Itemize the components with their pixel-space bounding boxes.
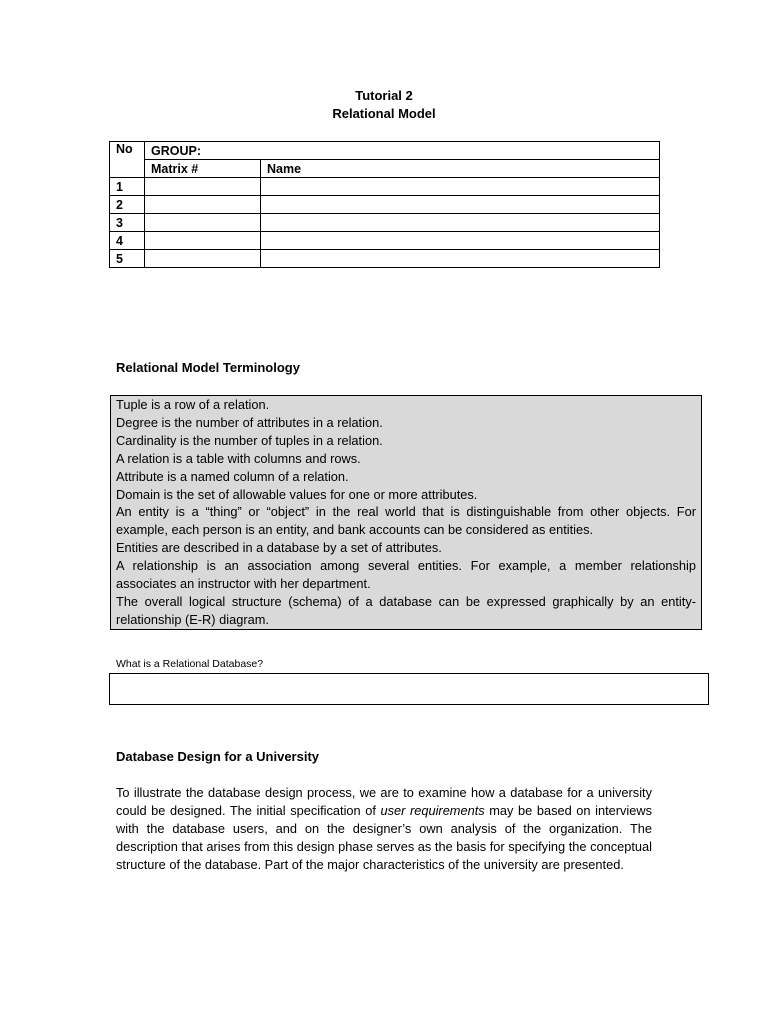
- question-label: What is a Relational Database?: [116, 658, 264, 670]
- name-cell[interactable]: [261, 178, 660, 196]
- answer-field[interactable]: [109, 673, 709, 705]
- term-line: Cardinality is the number of tuples in a relation.: [116, 432, 383, 448]
- table-row: [110, 196, 660, 214]
- group-members-table: [109, 141, 660, 268]
- matrix-cell[interactable]: [145, 232, 261, 250]
- group-header: GROUP:: [145, 142, 660, 160]
- table-row: [110, 178, 660, 196]
- name-cell[interactable]: [261, 232, 660, 250]
- paragraph-text: To illustrate the database design process, we are to examine how a database for a university could be designed. The initial specification of: [116, 785, 652, 818]
- name-cell[interactable]: [261, 196, 660, 214]
- row-number: 4: [110, 232, 145, 250]
- term-line: A relation is a table with columns and rows.: [116, 450, 361, 466]
- paragraph-text: may be based on interviews with the database users, and on the designer’s own analysis of the organization. The description that arises from this design phase serves as the basis for specifying the conceptual structure of the database. Part of the major characteristics of the university are presented.: [116, 803, 652, 872]
- matrix-cell[interactable]: [145, 178, 261, 196]
- name-header: Name: [261, 160, 660, 178]
- terminology-heading: Relational Model Terminology: [116, 360, 300, 375]
- term-line: Tuple is a row of a relation.: [116, 397, 270, 412]
- document-title: Tutorial 2: [355, 88, 413, 103]
- design-paragraph: [116, 784, 652, 874]
- table-row: [110, 250, 660, 268]
- row-number: 5: [110, 250, 145, 268]
- matrix-header: Matrix #: [145, 160, 261, 178]
- row-number: 1: [110, 178, 145, 196]
- design-heading: Database Design for a University: [116, 749, 320, 764]
- table-header-row: [110, 142, 660, 160]
- row-number: 2: [110, 196, 145, 214]
- term-line: An entity is a “thing” or “object” in the real world that is distinguishable from other objects. For example, each person is an entity, and bank accounts can be considered as entities.: [116, 504, 696, 538]
- name-cell[interactable]: [261, 250, 660, 268]
- name-cell[interactable]: [261, 214, 660, 232]
- term-line: A relationship is an association among several entities. For example, a member relationship associates an instructor with her department.: [116, 558, 696, 592]
- table-row: [110, 214, 660, 232]
- term-line: Entities are described in a database by a set of attributes.: [116, 540, 442, 556]
- term-line: The overall logical structure (schema) of a database can be expressed graphically by an entity-relationship (E-R) diagram.: [116, 593, 696, 627]
- table-row: [110, 232, 660, 250]
- no-header: No: [110, 142, 145, 178]
- table-subheader-row: [110, 160, 660, 178]
- user-requirements-term: user requirements: [380, 803, 485, 818]
- matrix-cell[interactable]: [145, 250, 261, 268]
- matrix-cell[interactable]: [145, 214, 261, 232]
- row-number: 3: [110, 214, 145, 232]
- matrix-cell[interactable]: [145, 196, 261, 214]
- term-line: Degree is the number of attributes in a relation.: [116, 414, 383, 430]
- document-subtitle: Relational Model: [332, 106, 436, 121]
- term-line: Domain is the set of allowable values for one or more attributes.: [116, 486, 478, 502]
- term-line: Attribute is a named column of a relation.: [116, 468, 349, 484]
- terminology-box: [110, 395, 702, 630]
